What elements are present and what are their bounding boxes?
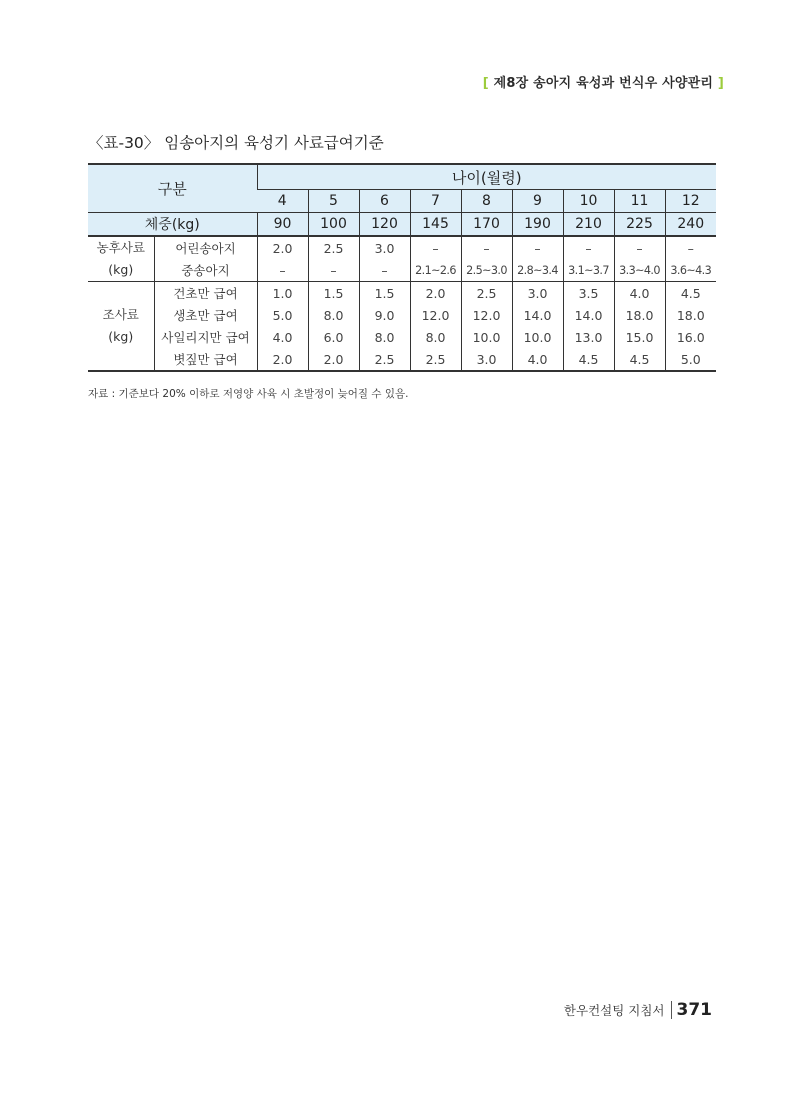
- gubun-header: 구분: [88, 164, 257, 213]
- value-cell: 2.0: [308, 348, 359, 371]
- age-cell: 4: [257, 190, 308, 213]
- weight-cell: 225: [614, 213, 665, 237]
- table-row: [88, 236, 716, 259]
- value-cell: 2.5: [308, 236, 359, 259]
- value-cell: 3.5: [563, 282, 614, 305]
- row-label: 생초만 급여: [154, 304, 257, 326]
- row-label: 어린송아지: [154, 236, 257, 259]
- table-row: [88, 282, 716, 305]
- value-cell: 8.0: [308, 304, 359, 326]
- value-cell: 2.5: [461, 282, 512, 305]
- source-note: 자료 : 기준보다 20% 이하로 저영양 사육 시 초발정이 늦어질 수 있음.: [88, 388, 409, 400]
- value-cell: –: [410, 236, 461, 259]
- value-cell: –: [257, 259, 308, 282]
- header-row-age: [88, 164, 716, 190]
- weight-label: 체중(kg): [88, 213, 257, 237]
- age-cell: 9: [512, 190, 563, 213]
- value-cell: 1.0: [257, 282, 308, 305]
- table-row: [88, 326, 716, 348]
- value-cell: 3.0: [461, 348, 512, 371]
- group-label: [88, 236, 154, 282]
- row-label: 볏짚만 급여: [154, 348, 257, 371]
- value-cell: 2.0: [257, 236, 308, 259]
- value-cell: 2.5: [410, 348, 461, 371]
- weight-cell: 90: [257, 213, 308, 237]
- value-cell: –: [308, 259, 359, 282]
- value-cell: 2.5~3.0: [461, 259, 512, 282]
- value-cell: 2.5: [359, 348, 410, 371]
- value-cell: 2.8~3.4: [512, 259, 563, 282]
- value-cell: 8.0: [410, 326, 461, 348]
- page-footer: [564, 1000, 712, 1020]
- value-cell: 18.0: [665, 304, 716, 326]
- value-cell: –: [359, 259, 410, 282]
- weight-cell: 190: [512, 213, 563, 237]
- value-cell: 14.0: [512, 304, 563, 326]
- value-cell: 5.0: [665, 348, 716, 371]
- value-cell: 13.0: [563, 326, 614, 348]
- value-cell: 1.5: [359, 282, 410, 305]
- header-bracket-open: [: [482, 76, 489, 91]
- value-cell: 8.0: [359, 326, 410, 348]
- value-cell: 2.0: [410, 282, 461, 305]
- value-cell: –: [563, 236, 614, 259]
- value-cell: 4.0: [512, 348, 563, 371]
- value-cell: 16.0: [665, 326, 716, 348]
- value-cell: –: [461, 236, 512, 259]
- value-cell: 15.0: [614, 326, 665, 348]
- weight-cell: 145: [410, 213, 461, 237]
- weight-cell: 240: [665, 213, 716, 237]
- weight-cell: 210: [563, 213, 614, 237]
- age-cell: 7: [410, 190, 461, 213]
- age-cell: 10: [563, 190, 614, 213]
- value-cell: –: [512, 236, 563, 259]
- table-row: [88, 259, 716, 282]
- age-cell: 11: [614, 190, 665, 213]
- group-name: 조사료: [102, 307, 139, 322]
- header-bracket-close: ]: [717, 76, 724, 91]
- chapter-header: [483, 72, 724, 91]
- age-cell: 8: [461, 190, 512, 213]
- age-header: 나이(월령): [257, 164, 716, 190]
- book-title: 한우컨설팅 지침서: [563, 1003, 665, 1018]
- value-cell: 3.3~4.0: [614, 259, 665, 282]
- value-cell: 14.0: [563, 304, 614, 326]
- weight-cell: 170: [461, 213, 512, 237]
- group-label: [88, 282, 154, 372]
- table-title: 〈표-30〉 임송아지의 육성기 사료급여기준: [88, 134, 384, 152]
- value-cell: 9.0: [359, 304, 410, 326]
- table-row: [88, 304, 716, 326]
- value-cell: 4.5: [563, 348, 614, 371]
- value-cell: 1.5: [308, 282, 359, 305]
- age-cell: 5: [308, 190, 359, 213]
- page-number: 371: [676, 1000, 712, 1020]
- header-row-weight: [88, 213, 716, 237]
- row-label: 중송아지: [154, 259, 257, 282]
- value-cell: 3.0: [359, 236, 410, 259]
- value-cell: 18.0: [614, 304, 665, 326]
- value-cell: 10.0: [461, 326, 512, 348]
- value-cell: 2.0: [257, 348, 308, 371]
- value-cell: 12.0: [410, 304, 461, 326]
- weight-cell: 120: [359, 213, 410, 237]
- value-cell: 3.1~3.7: [563, 259, 614, 282]
- value-cell: 12.0: [461, 304, 512, 326]
- group-unit: (kg): [108, 262, 134, 277]
- weight-cell: 100: [308, 213, 359, 237]
- value-cell: 4.0: [614, 282, 665, 305]
- feed-standard-table: [88, 163, 716, 372]
- group-unit: (kg): [108, 329, 134, 344]
- row-label: 건초만 급여: [154, 282, 257, 305]
- value-cell: 4.5: [665, 282, 716, 305]
- value-cell: 3.0: [512, 282, 563, 305]
- value-cell: 10.0: [512, 326, 563, 348]
- value-cell: 6.0: [308, 326, 359, 348]
- value-cell: –: [614, 236, 665, 259]
- chapter-title: 제8장 송아지 육성과 번식우 사양관리: [493, 76, 714, 91]
- row-label: 사일리지만 급여: [154, 326, 257, 348]
- value-cell: 4.5: [614, 348, 665, 371]
- table-row: [88, 348, 716, 371]
- value-cell: 2.1~2.6: [410, 259, 461, 282]
- value-cell: 4.0: [257, 326, 308, 348]
- value-cell: 5.0: [257, 304, 308, 326]
- group-name: 농후사료: [96, 240, 145, 255]
- age-cell: 6: [359, 190, 410, 213]
- table-body: [88, 236, 716, 371]
- value-cell: 3.6~4.3: [665, 259, 716, 282]
- age-cell: 12: [665, 190, 716, 213]
- value-cell: –: [665, 236, 716, 259]
- footer-divider: [671, 1001, 672, 1019]
